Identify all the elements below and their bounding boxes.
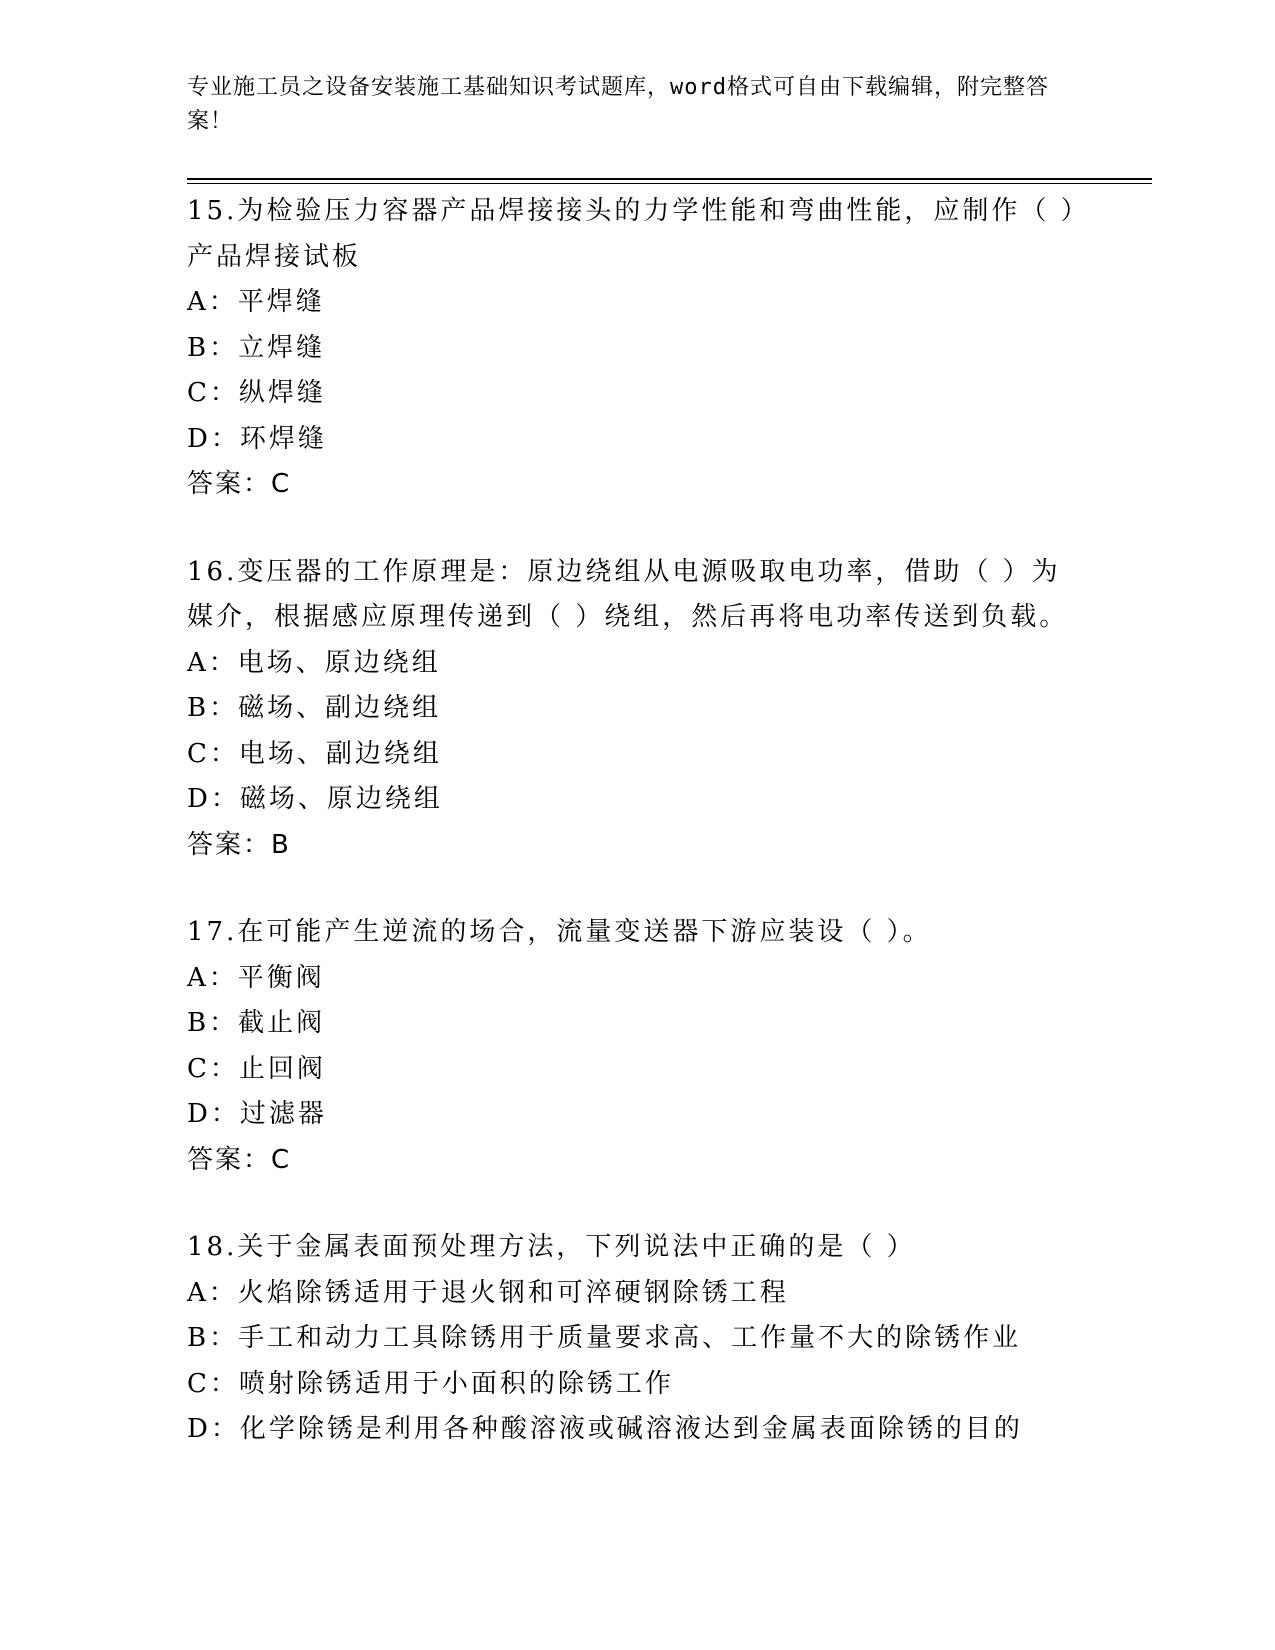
option-a: A：平衡阀 [187,962,325,993]
option-c: C：止回阀 [187,1053,326,1084]
question-stem: 17.在可能产生逆流的场合，流量变送器下游应装设（ ）。 [187,917,932,947]
question-stem: 16.变压器的工作原理是：原边绕组从电源吸取电功率，借助（ ）为媒介，根据感应原理传递到（ ）绕组，然后再将电功率传送到负载。 [187,556,1069,632]
question-list [187,189,1087,1495]
question-15 [187,189,1087,508]
answer-line: 答案：C [187,469,292,499]
option-a: A：火焰除锈适用于退火钢和可淬硬钢除锈工程 [187,1277,789,1308]
document-header: 专业施工员之设备安装施工基础知识考试题库，word格式可自由下载编辑，附完整答案！ [187,75,1049,134]
option-d: D：过滤器 [187,1099,327,1129]
header-rule-thick [187,178,1152,180]
option-c: C：电场、副边绕组 [187,738,442,769]
answer-line: 答案：B [187,829,291,860]
option-b: B：截止阀 [187,1008,326,1038]
option-a: A：电场、原边绕组 [187,647,441,678]
question-18 [187,1225,1087,1453]
option-d: D：磁场、原边绕组 [187,784,443,814]
option-b: B：磁场、副边绕组 [187,693,442,723]
option-c: C：纵焊缝 [187,378,326,408]
option-a: A：平焊缝 [187,287,325,317]
question-17 [187,910,1087,1183]
option-d: D：环焊缝 [187,423,327,454]
header-rule-thin [187,183,1152,184]
option-b: B：立焊缝 [187,332,326,363]
option-b: B：手工和动力工具除锈用于质量要求高、工作量不大的除锈作业 [187,1323,1022,1353]
option-c: C：喷射除锈适用于小面积的除锈工作 [187,1368,674,1399]
question-stem: 18.关于金属表面预处理方法，下列说法中正确的是（ ） [187,1232,916,1262]
answer-line: 答案：C [187,1144,292,1175]
question-16 [187,550,1087,869]
option-d: D：化学除锈是利用各种酸溶液或碱溶液达到金属表面除锈的目的 [187,1414,1023,1444]
question-stem: 15.为检验压力容器产品焊接接头的力学性能和弯曲性能，应制作（ ）产品焊接试板 [187,196,1077,272]
